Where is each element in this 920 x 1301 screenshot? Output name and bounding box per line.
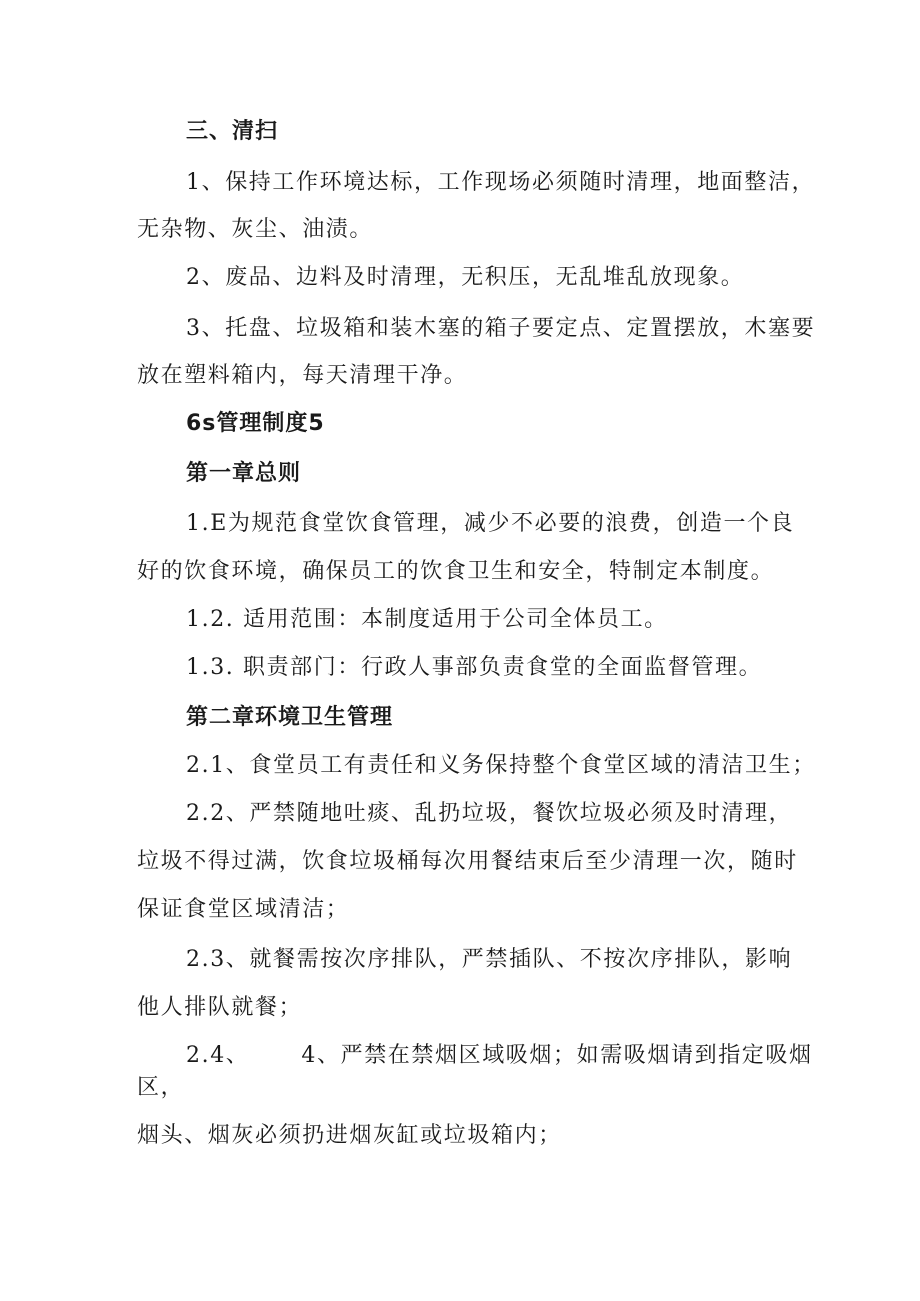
paragraph-line: 1.2. 适用范围：本制度适用于公司全体员工。 <box>186 607 668 632</box>
section-heading: 三、清扫 <box>186 119 279 144</box>
item-number: 2.4、 <box>186 1043 250 1068</box>
paragraph-line: 1、保持工作环境达标，工作现场必须随时清理，地面整洁， <box>186 170 816 195</box>
paragraph-line: 2、废品、边料及时清理，无积压，无乱堆乱放现象。 <box>186 265 745 290</box>
paragraph-line: 烟头、烟灰必须扔进烟灰缸或垃圾箱内； <box>137 1123 562 1148</box>
paragraph-line: 垃圾不得过满，饮食垃圾桶每次用餐结束后至少清理一次，随时 <box>137 849 798 874</box>
paragraph-line <box>186 1041 813 1071</box>
chapter-heading: 第二章环境卫生管理 <box>186 705 394 730</box>
paragraph-line: 放在塑料箱内，每天清理干净。 <box>137 363 468 388</box>
paragraph-line: 保证食堂区域清洁； <box>137 897 350 922</box>
paragraph-line: 1.3. 职责部门：行政人事部负责食堂的全面监督管理。 <box>186 655 763 680</box>
chapter-heading: 第一章总则 <box>186 461 302 486</box>
paragraph-line: 3、托盘、垃圾箱和装木塞的箱子要定点、定置摆放，木塞要 <box>186 316 816 341</box>
paragraph-line: 区， <box>137 1075 185 1100</box>
paragraph-line: 无杂物、灰尘、油渍。 <box>137 217 374 242</box>
paragraph-line: 好的饮食环境，确保员工的饮食卫生和安全，特制定本制度。 <box>137 559 775 584</box>
document-title: 6s管理制度5 <box>186 411 325 436</box>
paragraph-line: 1.E为规范食堂饮食管理，减少不必要的浪费，创造一个良 <box>186 511 795 536</box>
paragraph-line: 2.2、严禁随地吐痰、乱扔垃圾，餐饮垃圾必须及时清理， <box>186 801 793 826</box>
item-text: 4、严禁在禁烟区域吸烟；如需吸烟请到指定吸烟 <box>301 1043 813 1068</box>
paragraph-line: 2.3、就餐需按次序排队，严禁插队、不按次序排队，影响 <box>186 947 793 972</box>
paragraph-line: 2.1、食堂员工有责任和义务保持整个食堂区域的清洁卫生； <box>186 753 816 778</box>
paragraph-line: 他人排队就餐； <box>137 995 303 1020</box>
